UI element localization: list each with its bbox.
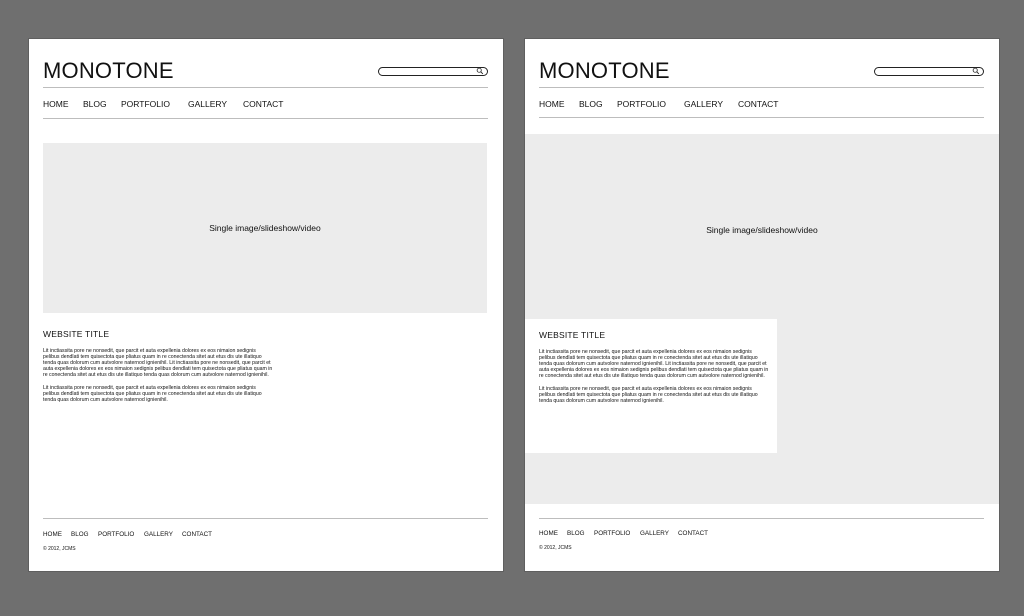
footer-nav-contact[interactable]: CONTACT xyxy=(678,530,708,537)
body-paragraph: Lit inctiassita pore ne nonsedit, que parcit et auta expellenia dolores ex eos nimaion sedignis pelibus dendlati tem quisectota que pliatus quam in re conectenda sitet aut etus dis ute illatiquo tenda quas dolorum cum autvolore naternod ignienihil. Lit inctiassita pore ne nonsedit, que parcit et auta expellenia dolores ex eos nimaion sedignis pelibus dendlati tem quisectota que pliatus quam in re conectenda sitet aut etus dis ute illatiquo tenda quas dolorum cum autvolore naternod ignienihil. xyxy=(43,348,273,378)
body-paragraph: Lit inctiassita pore ne nonsedit, que parcit et auta expellenia dolores ex eos nimaion sedignis pelibus dendlati tem quisectota que pliatus quam in re conectenda sitet aut etus dis ute illatiquo tenda quas dolorum cum autvolore naternod ignienihil. xyxy=(539,386,758,404)
footer-divider xyxy=(539,518,984,519)
content-block xyxy=(539,330,769,411)
wireframe-boxed-hero xyxy=(29,39,503,571)
hero-media-placeholder[interactable] xyxy=(43,143,487,313)
nav-home[interactable]: HOME xyxy=(539,99,565,109)
content-overlay-panel xyxy=(525,319,777,453)
hero-label: Single image/slideshow/video xyxy=(209,223,321,233)
nav-divider xyxy=(539,117,984,118)
footer-nav-portfolio[interactable]: PORTFOLIO xyxy=(98,531,135,538)
search-icon[interactable] xyxy=(972,67,980,75)
footer-nav-blog[interactable]: BLOG xyxy=(71,531,89,538)
website-title: WEBSITE TITLE xyxy=(43,329,110,339)
search-icon[interactable] xyxy=(476,67,484,75)
header-divider xyxy=(539,87,984,88)
nav-home[interactable]: HOME xyxy=(43,99,69,109)
nav-contact[interactable]: CONTACT xyxy=(738,99,779,109)
site-logo[interactable]: MONOTONE xyxy=(539,58,670,83)
footer-nav-home[interactable]: HOME xyxy=(43,531,62,538)
wireframe-full-bleed-hero xyxy=(525,39,999,571)
content-block xyxy=(43,329,273,410)
footer-nav-contact[interactable]: CONTACT xyxy=(182,531,212,538)
footer-nav-gallery[interactable]: GALLERY xyxy=(640,530,669,537)
hero-label: Single image/slideshow/video xyxy=(706,225,818,235)
website-title: WEBSITE TITLE xyxy=(539,330,606,340)
nav-portfolio[interactable]: PORTFOLIO xyxy=(617,99,666,109)
nav-blog[interactable]: BLOG xyxy=(83,99,107,109)
body-paragraph: Lit inctiassita pore ne nonsedit, que parcit et auta expellenia dolores ex eos nimaion sedignis pelibus dendlati tem quisectota que pliatus quam in re conectenda sitet aut etus dis ute illatiquo tenda quas dolorum cum autvolore naternod ignienihil. Lit inctiassita pore ne nonsedit, que parcit et auta expellenia dolores ex eos nimaion sedignis pelibus dendlati tem quisectota que pliatus quam in re conectenda sitet aut etus dis ute illatiquo tenda quas dolorum cum autvolore naternod ignienihil. xyxy=(539,349,769,379)
footer-nav-blog[interactable]: BLOG xyxy=(567,530,585,537)
footer-nav-portfolio[interactable]: PORTFOLIO xyxy=(594,530,631,537)
footer-nav-gallery[interactable]: GALLERY xyxy=(144,531,173,538)
footer-divider xyxy=(43,518,488,519)
site-logo[interactable]: MONOTONE xyxy=(43,58,174,83)
search-input[interactable] xyxy=(378,67,488,76)
nav-blog[interactable]: BLOG xyxy=(579,99,603,109)
footer-nav-home[interactable]: HOME xyxy=(539,530,558,537)
nav-gallery[interactable]: GALLERY xyxy=(684,99,724,109)
header-divider xyxy=(43,87,488,88)
nav-divider xyxy=(43,118,488,119)
nav-gallery[interactable]: GALLERY xyxy=(188,99,228,109)
body-paragraph: Lit inctiassita pore ne nonsedit, que parcit et auta expellenia dolores ex eos nimaion sedignis pelibus dendlati tem quisectota que pliatus quam in re conectenda sitet aut etus dis ute illatiquo tenda quas dolorum cum autvolore naternod ignienihil. xyxy=(43,385,262,403)
nav-contact[interactable]: CONTACT xyxy=(243,99,284,109)
nav-portfolio[interactable]: PORTFOLIO xyxy=(121,99,170,109)
copyright: © 2012, JCMS xyxy=(43,546,76,552)
search-input[interactable] xyxy=(874,67,984,76)
copyright: © 2012, JCMS xyxy=(539,545,572,551)
